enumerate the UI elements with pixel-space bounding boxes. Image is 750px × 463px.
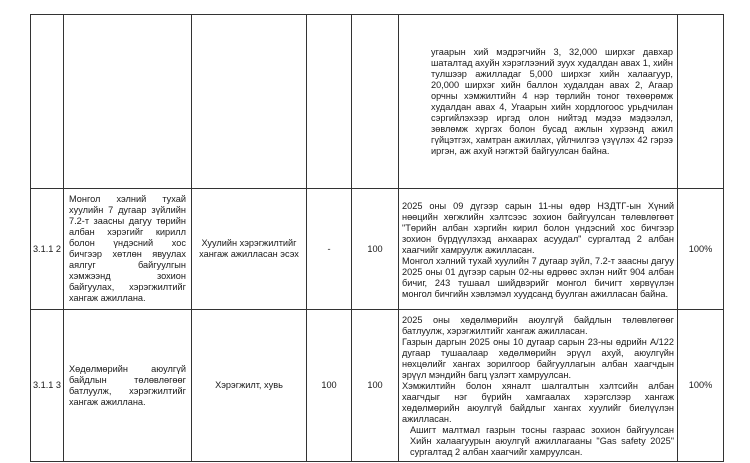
report-table [30,14,724,462]
task-name [64,15,192,189]
result-cell [399,15,678,189]
row-id [31,15,64,189]
row-id: 3.1.1 2 [31,189,64,310]
completion-percent [678,15,724,189]
measure-method [192,15,307,189]
result-paragraph: Монгол хэлний тухай хуулийн 7 дугаар зүйл, 7.2-т заасны дагуу 2025 оны 01 дүгээр сарын 02-ны өдрөөс эхлэн нийт 904 албан бичиг, 243 тушаал шийдвэрийг монгол бичигт хөрвүүлэн монгол бичгийн хэвлэмэл хуудсанд буулган ажилласан байна. [402,255,674,299]
completion-percent: 100% [678,310,724,462]
result-paragraph: 2025 оны 09 дүгээр сарын 11-ны өдөр НЗДТГ-ын Хүний нөөцийн хөгжлийн хэлтсээс зохион байгуулсан төлөвлөгөөт "Төрийн албан хэргийн кирил болон үндэсний хос бичгээр зохион бүрдүүлэхэд анхаарах асуудал" сургалтад 2 албан хаагчийг хамруулж ажилласан. [402,200,674,255]
target-value: 100 [352,310,399,462]
task-name: Монгол хэлний тухай хуулийн 7 дугаар зүйлийн 7.2-т заасны дагуу төрийн албан хэрэгийг кирилл болон үндэсний хос бичгээр хөтлөн явуулах аялгуг байгуулгын хэмжээнд зохион байгуулах, хэрэгжилтийг хангаж ажиллана. [64,189,192,310]
completion-percent: 100% [678,189,724,310]
table-row [31,15,724,189]
baseline-value: - [307,189,352,310]
table-row [31,189,724,310]
baseline-value: 100 [307,310,352,462]
result-paragraph: угаарын хий мэдрэгчийн 3, 32,000 ширхэг давхар шаталтад ахуйн хэрэглээний зуух худалдан авах 1, хийн тулшээр ажилладаг 5,000 ширхэг хийн халаагуур, 20,000 ширхэг хийн баллон худалдан авах 2, Агаар орчны хэмжилтийн 4 нэр төрлийн тоног төхөөрөмж худалдан авах 4, Угаарын хийн хордлогоос урьдчилан сэргийлэхээр иргэд олон нийтэд мэдээ мэдээлэл, зөвлөмж хүргэх болон бусад ажлын хүрээнд ажил гүйцэтгэх, хамтран ажиллах, үйлчилгээ үзүүлэх 42 гэрээ иргэн, аж ахуй нэгжтэй байгуулсан байна. [431,46,673,156]
result-cell [399,189,678,310]
row-id: 3.1.1 3 [31,310,64,462]
task-name: Хөдөлмөрийн аюулгүй байдлын төлөвлөгөөг батлуулж, хэрэгжилтийг хангаж ажиллана. [64,310,192,462]
result-paragraph: Газрын даргын 2025 оны 10 дугаар сарын 23-ны өдрийн А/122 дугаар тушаалаар хөдөлмөрийн эрүүл ахуй, аюулгүйн нөхцөлийг хангах зорилгоор байгууллагын албан хаагчдын эрүүл мэндийн багц үзлэгт хамруулсан. [402,336,674,380]
result-cell [399,310,678,462]
baseline-value [307,15,352,189]
result-paragraph: Ашигт малтмал газрын тосны газраас зохион байгуулсан Хийн халаагуурын аюулгүй ажиллагааны "Gas safety 2025" сургалтад 2 албан хаагчийг хамруулсан. [410,424,674,457]
measure-method: Хэрэгжилт, хувь [192,310,307,462]
result-paragraph: 2025 оны хөдөлмөрийн аюулгүй байдлын төлөвлөгөөг батлуулж, хэрэгжилтийг хангаж ажилласан. [402,314,674,336]
table-row [31,310,724,462]
target-value: 100 [352,189,399,310]
measure-method: Хуулийн хэрэгжилтийг хангаж ажилласан эсэх [192,189,307,310]
target-value [352,15,399,189]
result-paragraph: Хэмжилтийн болон хяналт шалгалтын хэлтсийн албан хаагчдыг нэг бүрийн хамгаалах хэрэгслээр хангаж хөдөлмөрийн аюулгүй байдлыг хангах хуулийг биелүүлэн ажилласан. [402,380,674,424]
